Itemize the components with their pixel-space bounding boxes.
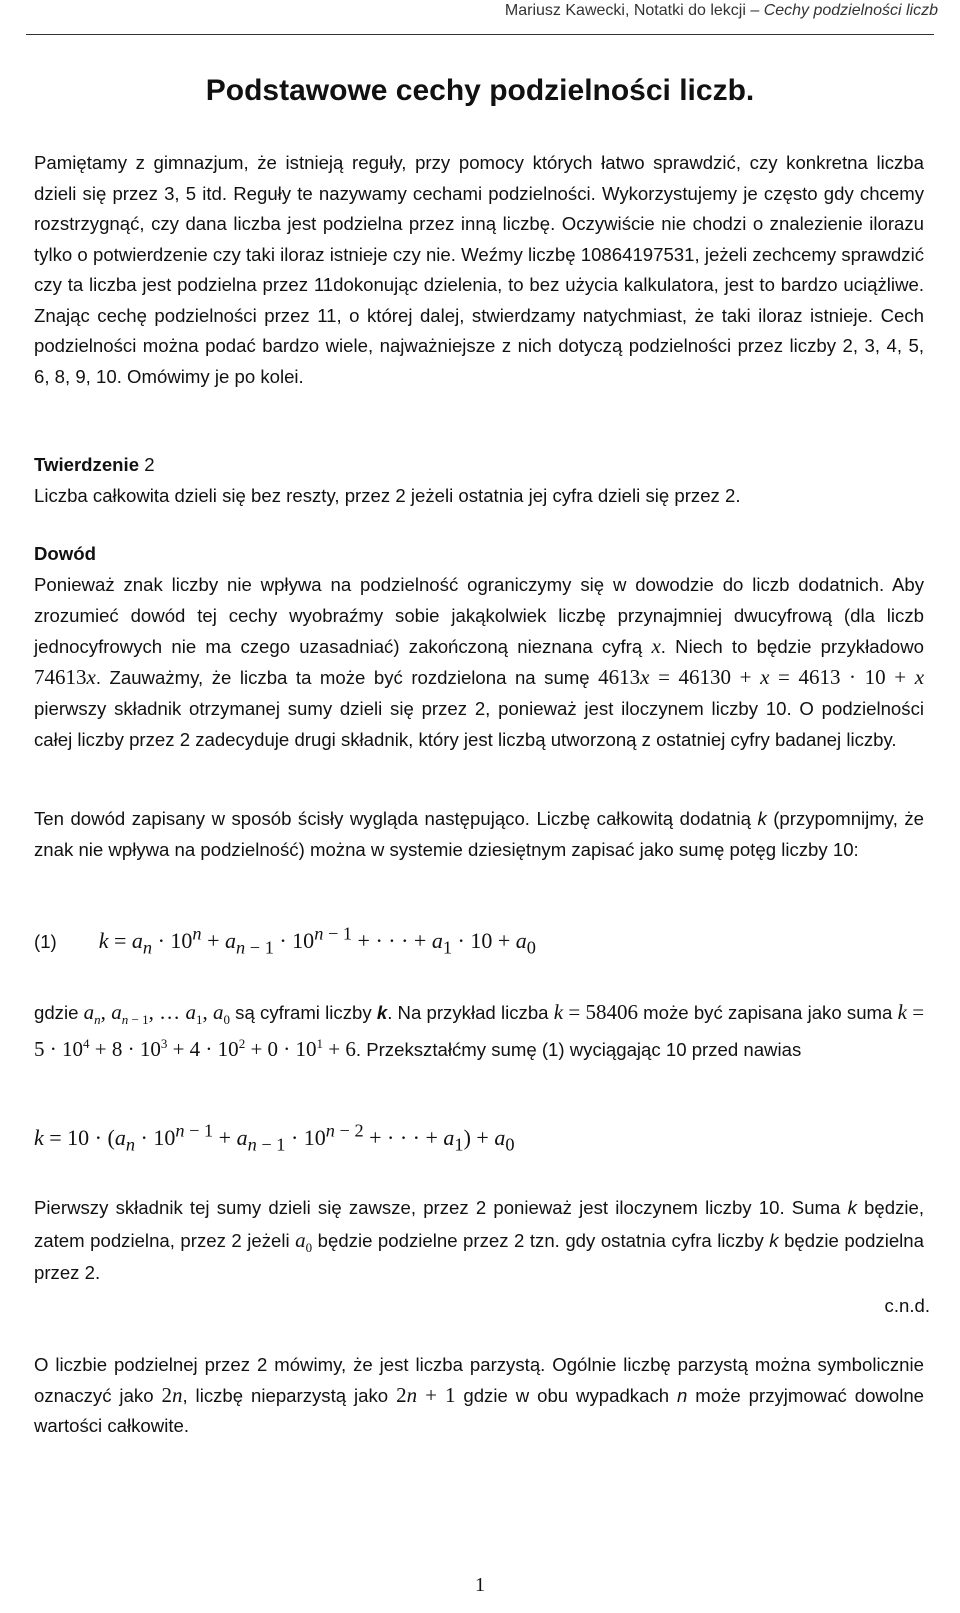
- math-sum-split: 4613x = 46130 + x = 4613 · 10 + x: [598, 665, 925, 689]
- proof-text: będzie podzielne przez 2 tzn. gdy ostatnia cyfra liczby: [312, 1230, 770, 1251]
- intro-text-2: Weźmy liczbę 10864197531, jeżeli zechcemy sprawdzić czy ta liczba jest podzielna przez 11dokonując dzielenia, to bez użycia kalkulatora, jest to bardzo uciążliwe. Znając cechę podzielności przez 11, o której dalej, stwierdzamy natychmiast, że taki iloraz istnieje. Cech podzielności można podać bardzo wiele, najważniejsze z nich dotyczą podzielności przez liczby 2, 3, 4, 5, 6, 8, 9, 10. Omówimy je po kolei.: [34, 243, 925, 387]
- math-odd: 2n + 1: [396, 1383, 456, 1407]
- proof-paragraph-4: [34, 1192, 924, 1289]
- equation-1: (1) $k = a_n \cdot 10^n + a_{n - 1} \cdot 10^{n - 1}$ + · · · + $a_1 \cdot 10 + a_0$: [34, 923, 536, 958]
- math-x: x: [651, 634, 661, 658]
- math-example-number: 74613x: [34, 665, 96, 689]
- math-even: 2n: [161, 1383, 183, 1407]
- closing-paragraph: [34, 1350, 924, 1441]
- proof-text: . Przekształćmy sumę (1) wyciągając 10 przed nawias: [355, 1039, 802, 1060]
- proof-paragraph-2: [34, 804, 924, 865]
- math-example-k: k = 58406: [553, 1000, 638, 1024]
- var-n: n: [677, 1385, 688, 1406]
- running-header: [505, 2, 938, 20]
- closing-text: , liczbę nieparzystą jako: [182, 1385, 397, 1406]
- equation-2: $k = 10 \cdot (a_n \cdot 10^{n - 1} + a_{n - 1} \cdot 10^{n - 2}$ + · · · + $a_1) + a_0$: [34, 1120, 515, 1155]
- page-number: 1: [475, 1574, 485, 1596]
- proof-paragraph-3: [34, 994, 924, 1068]
- proof-text: Ponieważ znak liczby nie wpływa na podzielność ograniczymy się w dowodzie do liczb dodatnich. Aby zrozumieć dowód tej cechy wyobraźmy sobie jakąkolwiek liczbę przynajmniej dwucyfrową (dla liczb jednocyfrowych nie ma czego uzasadniać) zakończoną nieznana cyfrą: [34, 574, 924, 657]
- var-k: k: [376, 1002, 388, 1023]
- intro-paragraph: [34, 148, 924, 392]
- proof-paragraph-1: [34, 538, 924, 755]
- qed-mark: c.n.d.: [884, 1295, 930, 1316]
- proof-text: są cyframi liczby: [229, 1002, 377, 1023]
- proof-text: . Niech to będzie przykładowo: [660, 636, 924, 657]
- var-k: k: [757, 808, 767, 829]
- page-title: Podstawowe cechy podzielności liczb.: [205, 74, 755, 107]
- header-rule: [26, 34, 934, 35]
- equation-label: (1): [34, 931, 57, 952]
- proof-text: . Zauważmy, że liczba ta może być rozdzielona na sumę: [95, 667, 599, 688]
- theorem-label: Twierdzenie: [34, 454, 140, 475]
- math-expansion: $k = 5 \cdot 10^4 + 8 \cdot 10^3 + 4 \cdot 10^2 + 0 \cdot 10^1 + 6$: [34, 1000, 925, 1061]
- math-digits: $a_n$, $a_{n - 1}$, … $a_1$, $a_0$: [83, 1000, 230, 1028]
- proof-text: Ten dowód zapisany w sposób ścisły wygląda następująco. Liczbę całkowitą dodatnią: [34, 808, 758, 829]
- header-author: Mariusz Kawecki, Notatki do lekcji –: [504, 2, 764, 19]
- closing-text: gdzie w obu wypadkach: [455, 1385, 678, 1406]
- header-topic: Cechy podzielności liczb: [763, 2, 938, 19]
- proof-text: (przypomnijmy, że znak nie wpływa na podzielność) można w systemie dziesiętnym zapisać jako sumę potęg liczby 10:: [34, 808, 925, 860]
- theorem-heading: [34, 450, 924, 481]
- proof-text: pierwszy składnik otrzymanej sumy dzieli się przez 2, ponieważ jest iloczynem liczby 10. O podzielności całej liczby przez 2 zadecyduje drugi składnik, który jest liczbą utworzoną z ostatniej cyfry badanej liczby.: [34, 698, 924, 750]
- theorem-block: [34, 450, 924, 511]
- var-k: k: [769, 1230, 779, 1251]
- proof-text: będzie podzielna przez 2.: [34, 1230, 924, 1283]
- closing-text: może przyjmować dowolne wartości całkowite.: [34, 1385, 925, 1436]
- proof-text: . Na przykład liczba: [387, 1002, 554, 1023]
- closing-text: O liczbie podzielnej przez 2 mówimy, że jest liczba parzystą. Ogólnie liczbę parzystą można symbolicznie oznaczyć jako: [34, 1354, 924, 1406]
- intro-text-1: Pamiętamy z gimnazjum, że istnieją reguły, przy pomocy których łatwo sprawdzić, czy konkretna liczba dzieli się przez 3, 5 itd. Reguły te nazywamy cechami podzielności. Wykorzystujemy je często gdy chcemy rozstrzygnąć, czy dana liczba jest podzielna przez inną liczbę. Oczywiście nie chodzi o znalezienie ilorazu tylko o potwierdzenie czy taki iloraz istnieje czy nie.: [34, 152, 924, 265]
- math-a0: $a_0$: [295, 1228, 313, 1256]
- proof-text: będzie, zatem podzielna, przez 2 jeżeli: [34, 1197, 924, 1251]
- theorem-text: Liczba całkowita dzieli się bez reszty, przez 2 jeżeli ostatnia jej cyfra dzieli się przez 2.: [34, 484, 741, 506]
- proof-heading: Dowód: [34, 543, 96, 564]
- proof-text: Pierwszy składnik tej sumy dzieli się zawsze, przez 2 ponieważ jest iloczynem liczby 10. Suma: [34, 1197, 848, 1218]
- var-k: k: [847, 1197, 857, 1218]
- proof-text: gdzie: [34, 1002, 84, 1023]
- proof-text: może być zapisana jako suma: [637, 1002, 898, 1023]
- theorem-number: 2: [139, 454, 155, 475]
